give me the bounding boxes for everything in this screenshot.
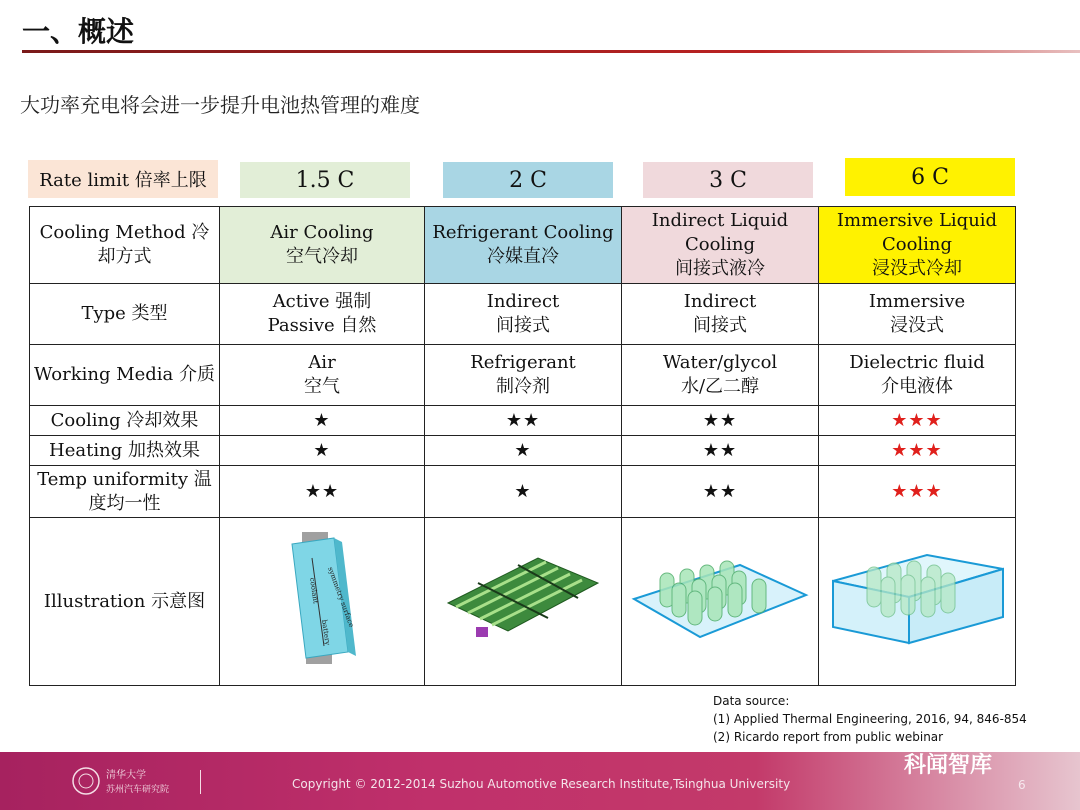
row-header-temp-uniformity: Temp uniformity 温度均一性 — [30, 466, 220, 518]
row-header-working-media: Working Media 介质 — [30, 345, 220, 406]
coolant-label: coolant — [308, 577, 320, 605]
cell-indirect-liquid-cooling: Indirect Liquid Cooling 间接式液冷 — [622, 207, 819, 284]
page-title: 一、概述 — [22, 15, 135, 48]
refrigerant-cooling-illustration — [425, 518, 622, 686]
row-header-cooling-method: Cooling Method 冷却方式 — [30, 207, 220, 284]
copyright-text: Copyright © 2012-2014 Suzhou Automotive Research Institute,Tsinghua University — [292, 777, 791, 791]
data-source: Data source: (1) Applied Thermal Engineering, 2016, 94, 846-854 (2) Ricardo report from public webinar — [713, 694, 1027, 744]
rate-6c: 6 C — [845, 158, 1015, 196]
table-row — [30, 436, 1016, 466]
rate-limit-label: Rate limit 倍率上限 — [28, 160, 218, 198]
indirect-liquid-illustration — [622, 518, 819, 686]
table-row — [30, 406, 1016, 436]
rating-stars: ★ — [425, 436, 622, 466]
cell-type: Indirect 间接式 — [622, 284, 819, 345]
row-header-cooling-effect: Cooling 冷却效果 — [30, 406, 220, 436]
surface-label: symmetry surface — [326, 565, 356, 629]
table-row — [30, 518, 1016, 686]
cell-media: Refrigerant 制冷剂 — [425, 345, 622, 406]
cell-media: Air 空气 — [220, 345, 425, 406]
rating-stars: ★★ — [220, 466, 425, 518]
rating-stars: ★ — [220, 406, 425, 436]
title-rule — [22, 50, 1080, 53]
rate-1-5c: 1.5 C — [240, 162, 410, 198]
footer-separator — [200, 770, 201, 794]
battery-label: battery — [320, 619, 332, 646]
rating-stars: ★★ — [425, 406, 622, 436]
page-number: 6 — [1018, 778, 1026, 792]
tsinghua-logo — [72, 764, 192, 798]
cell-air-cooling: Air Cooling 空气冷却 — [220, 207, 425, 284]
immersive-tank-image — [827, 543, 1007, 653]
row-header-illustration: Illustration 示意图 — [30, 518, 220, 686]
immersive-liquid-illustration — [819, 518, 1016, 686]
rate-3c: 3 C — [643, 162, 813, 198]
rating-stars: ★★★ — [819, 436, 1016, 466]
rating-stars: ★ — [220, 436, 425, 466]
comparison-table — [29, 206, 1016, 686]
cell-type: Immersive 浸没式 — [819, 284, 1016, 345]
data-source-item: (1) Applied Thermal Engineering, 2016, 94, 846-854 — [713, 712, 1027, 726]
battery-cell-image — [262, 528, 382, 668]
svg-text:清华大学: 清华大学 — [106, 770, 146, 781]
table-row — [30, 284, 1016, 345]
table-row — [30, 466, 1016, 518]
subtitle: 大功率充电将会进一步提升电池热管理的难度 — [20, 93, 420, 117]
rating-stars: ★★ — [622, 436, 819, 466]
cell-refrigerant-cooling: Refrigerant Cooling 冷媒直冷 — [425, 207, 622, 284]
brand-watermark: 科闻智库 — [904, 753, 993, 778]
data-source-item: (2) Ricardo report from public webinar — [713, 730, 944, 744]
indirect-plate-image — [630, 543, 810, 653]
table-row — [30, 207, 1016, 284]
cell-immersive-liquid-cooling: Immersive Liquid Cooling 浸没式冷却 — [819, 207, 1016, 284]
rating-stars: ★ — [425, 466, 622, 518]
rating-stars: ★★ — [622, 406, 819, 436]
cell-media: Water/glycol 水/乙二醇 — [622, 345, 819, 406]
row-header-heating-effect: Heating 加热效果 — [30, 436, 220, 466]
rating-stars: ★★★ — [819, 406, 1016, 436]
refrigerant-plate-image — [438, 543, 608, 653]
rating-stars: ★★ — [622, 466, 819, 518]
air-cooling-illustration — [220, 518, 425, 686]
row-header-type: Type 类型 — [30, 284, 220, 345]
rating-stars: ★★★ — [819, 466, 1016, 518]
svg-text:苏州汽车研究院: 苏州汽车研究院 — [106, 785, 170, 795]
cell-media: Dielectric fluid 介电液体 — [819, 345, 1016, 406]
table-row — [30, 345, 1016, 406]
cell-type: Active 强制 Passive 自然 — [220, 284, 425, 345]
rate-2c: 2 C — [443, 162, 613, 198]
cell-type: Indirect 间接式 — [425, 284, 622, 345]
